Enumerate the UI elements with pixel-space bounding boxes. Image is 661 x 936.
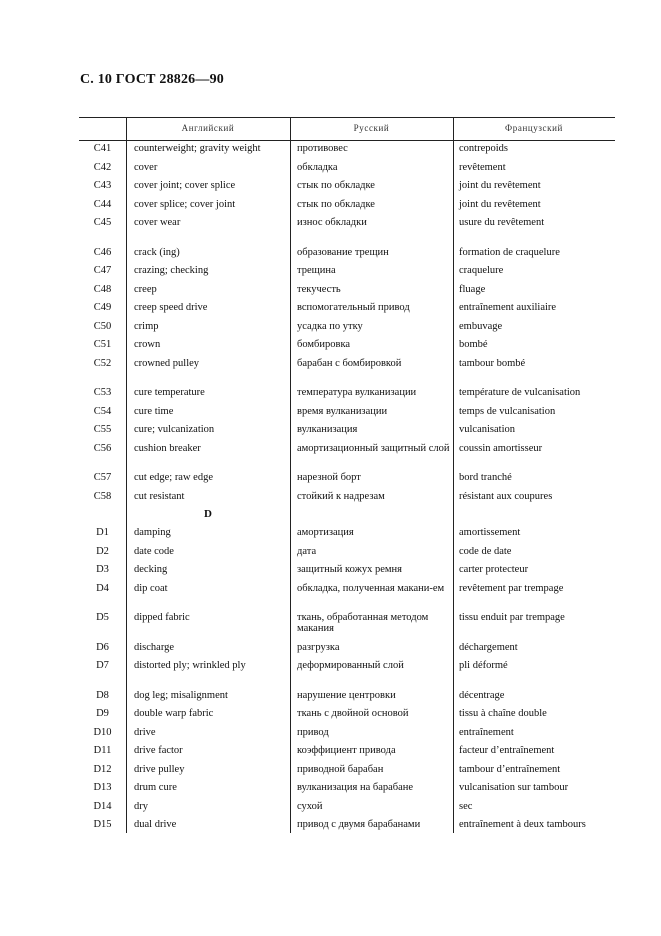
section-heading-row — [79, 509, 615, 527]
table-row — [79, 199, 615, 218]
term-french: code de date — [459, 545, 512, 557]
term-code: D5 — [96, 612, 109, 623]
term-english: dual drive — [134, 819, 177, 830]
term-english: dog leg; misalignment — [134, 689, 228, 701]
term-russian: стык по обкладке — [297, 198, 375, 210]
term-code: D12 — [93, 763, 112, 775]
term-code: C42 — [93, 161, 112, 173]
term-russian: обкладка — [297, 161, 338, 173]
term-english: cover splice; cover joint — [134, 198, 236, 210]
term-french: sec — [459, 800, 473, 812]
table-row — [79, 801, 615, 820]
table-row — [79, 642, 615, 661]
table-row — [79, 217, 615, 247]
term-french: craquelure — [459, 265, 504, 276]
table-row — [79, 302, 615, 321]
term-code: C41 — [93, 143, 112, 154]
table-row — [79, 265, 615, 284]
term-code: C49 — [93, 302, 112, 313]
term-english: crimp — [134, 320, 159, 332]
term-russian: нарезной борт — [297, 472, 361, 483]
table-row — [79, 690, 615, 709]
term-english: crazing; checking — [134, 265, 209, 276]
table-row — [79, 819, 615, 838]
table-row — [79, 764, 615, 783]
term-french: vulcanisation sur tambour — [459, 782, 569, 793]
table-row — [79, 284, 615, 303]
term-french: amortissement — [459, 527, 521, 538]
table-row — [79, 491, 615, 510]
term-code: C43 — [93, 180, 112, 191]
term-french: revêtement — [459, 161, 506, 173]
page-header: С. 10 ГОСТ 28826—90 — [80, 72, 224, 87]
term-russian: усадка по утку — [297, 320, 363, 332]
term-code: C45 — [93, 217, 112, 228]
term-french: coussin amortisseur — [459, 442, 543, 454]
term-french: pli déformé — [459, 660, 508, 671]
term-english: dip coat — [134, 582, 168, 594]
term-english: discharge — [134, 641, 175, 653]
term-english: cure time — [134, 405, 174, 417]
term-russian: вулканизация — [297, 424, 358, 435]
term-russian: сухой — [297, 800, 323, 812]
term-french: embuvage — [459, 320, 503, 332]
term-french: tambour d’entraînement — [459, 763, 561, 775]
term-russian: стык по обкладке — [297, 180, 375, 191]
table-row — [79, 727, 615, 746]
table-row — [79, 472, 615, 491]
term-code: D6 — [96, 641, 109, 653]
term-french: temps de vulcanisation — [459, 405, 556, 417]
term-code: D13 — [93, 782, 112, 793]
table-row — [79, 546, 615, 565]
term-russian: деформированный слой — [297, 660, 404, 671]
table-row — [79, 527, 615, 546]
table-row — [79, 443, 615, 473]
term-russian: нарушение центровки — [297, 689, 396, 701]
term-russian: вспомогательный привод — [297, 302, 410, 313]
term-english: distorted ply; wrinkled ply — [134, 660, 246, 671]
table-row — [79, 745, 615, 764]
term-french: carter protecteur — [459, 564, 529, 575]
term-english: double warp fabric — [134, 708, 214, 719]
term-code: C58 — [93, 490, 112, 502]
term-english: damping — [134, 527, 171, 538]
term-code: C56 — [93, 442, 112, 454]
term-code: D1 — [96, 527, 109, 538]
term-russian: коэффициент привода — [297, 745, 396, 756]
term-english: cushion breaker — [134, 442, 201, 454]
table-row — [79, 321, 615, 340]
term-code: C54 — [93, 405, 112, 417]
term-russian: разгрузка — [297, 641, 340, 653]
term-french: température de vulcanisation — [459, 387, 581, 398]
term-russian: ткань с двойной основой — [297, 708, 409, 719]
term-french: vulcanisation — [459, 424, 515, 435]
term-english: crowned pulley — [134, 357, 200, 369]
table-row — [79, 660, 615, 690]
term-english: drive — [134, 726, 156, 738]
term-french: tambour bombé — [459, 357, 526, 369]
table-row — [79, 247, 615, 266]
term-russian: трещина — [297, 265, 336, 276]
table-row — [79, 339, 615, 358]
term-english: cover wear — [134, 217, 181, 228]
term-english: date code — [134, 545, 174, 557]
table-row — [79, 424, 615, 443]
term-code: D3 — [96, 564, 109, 575]
term-russian: стойкий к надрезам — [297, 490, 385, 502]
term-russian: амортизационный защитный слой — [297, 442, 450, 454]
term-russian: текучесть — [297, 283, 341, 295]
term-english: dry — [134, 800, 148, 812]
term-code: D4 — [96, 582, 109, 594]
term-english: drive factor — [134, 745, 183, 756]
term-english: cure temperature — [134, 387, 205, 398]
term-french: déchargement — [459, 641, 518, 653]
term-english: cure; vulcanization — [134, 424, 215, 435]
term-french: facteur d’entraînement — [459, 745, 555, 756]
column-header-russian: Русский — [353, 123, 390, 133]
term-english: creep speed drive — [134, 302, 208, 313]
term-code: D11 — [93, 745, 112, 756]
term-russian: время вулканизации — [297, 405, 388, 417]
term-code: C53 — [93, 387, 112, 398]
term-english: counterweight; gravity weight — [134, 143, 261, 154]
column-header-french: Французский — [505, 123, 563, 133]
term-code: D10 — [93, 726, 112, 738]
term-french: revêtement par trempage — [459, 582, 564, 594]
table-row — [79, 387, 615, 406]
term-russian: защитный кожух ремня — [297, 564, 402, 575]
term-code: C57 — [93, 472, 112, 483]
term-code: D7 — [96, 660, 109, 671]
term-french: entraînement — [459, 726, 514, 738]
term-french: joint du revêtement — [459, 198, 541, 210]
term-code: C48 — [93, 283, 112, 295]
table-row — [79, 583, 615, 613]
term-code: C47 — [93, 265, 112, 276]
term-russian: температура вулканизации — [297, 387, 417, 398]
term-code: D2 — [96, 545, 109, 557]
table-row — [79, 406, 615, 425]
term-french: tissu enduit par trempage — [459, 612, 565, 623]
table-row — [79, 162, 615, 181]
term-code: D8 — [96, 689, 109, 701]
table-row — [79, 564, 615, 583]
term-russian: противовес — [297, 143, 348, 154]
table-row — [79, 782, 615, 801]
term-english: drum cure — [134, 782, 177, 793]
term-french: formation de craquelure — [459, 246, 560, 258]
table-row — [79, 708, 615, 727]
table-row — [79, 358, 615, 388]
term-english: drive pulley — [134, 763, 185, 775]
term-english: decking — [134, 564, 168, 575]
term-french: contrepoids — [459, 143, 508, 154]
term-russian: обкладка, полученная макани-ем — [297, 582, 445, 594]
term-russian: привод с двумя барабанами — [297, 819, 421, 830]
term-code: C44 — [93, 198, 112, 210]
term-french: tissu à chaîne double — [459, 708, 547, 719]
term-russian: износ обкладки — [297, 217, 367, 228]
term-english: cut resistant — [134, 490, 185, 502]
term-russian: бомбировка — [297, 339, 351, 350]
term-code: D14 — [93, 800, 112, 812]
term-english: cut edge; raw edge — [134, 472, 214, 483]
term-code: C51 — [93, 339, 112, 350]
term-english: crown — [134, 339, 161, 350]
term-french: fluage — [459, 283, 486, 295]
table-body — [79, 143, 615, 838]
term-french: joint du revêtement — [459, 180, 541, 191]
column-header-english: Английский — [181, 123, 235, 133]
term-russian: вулканизация на барабане — [297, 782, 414, 793]
term-code: C50 — [93, 320, 112, 332]
term-russian: привод — [297, 726, 329, 738]
term-french: bombé — [459, 339, 488, 350]
term-english: creep — [134, 283, 157, 295]
term-french: entraînement auxiliaire — [459, 302, 557, 313]
table-row — [79, 612, 615, 642]
table-row — [79, 180, 615, 199]
term-russian: ткань, обработанная методом макания — [297, 612, 429, 634]
term-code: D15 — [93, 819, 112, 830]
term-english: dipped fabric — [134, 612, 190, 623]
term-russian: амортизация — [297, 527, 354, 538]
term-french: résistant aux coupures — [459, 490, 553, 502]
term-french: bord tranché — [459, 472, 512, 483]
term-french: usure du revêtement — [459, 217, 545, 228]
term-code: C46 — [93, 246, 112, 258]
term-french: entraînement à deux tambours — [459, 819, 586, 830]
term-russian: дата — [297, 545, 317, 557]
table-row — [79, 143, 615, 162]
term-english: cover — [134, 161, 158, 173]
term-code: C52 — [93, 357, 112, 369]
term-russian: барабан с бомбировкой — [297, 357, 402, 369]
term-code: C55 — [93, 424, 112, 435]
term-english: crack (ing) — [134, 246, 180, 258]
term-code: D9 — [96, 708, 109, 719]
term-french: décentrage — [459, 689, 505, 701]
term-russian: образование трещин — [297, 246, 389, 258]
section-letter: D — [204, 508, 212, 520]
term-english: cover joint; cover splice — [134, 180, 236, 191]
term-russian: приводной барабан — [297, 763, 384, 775]
